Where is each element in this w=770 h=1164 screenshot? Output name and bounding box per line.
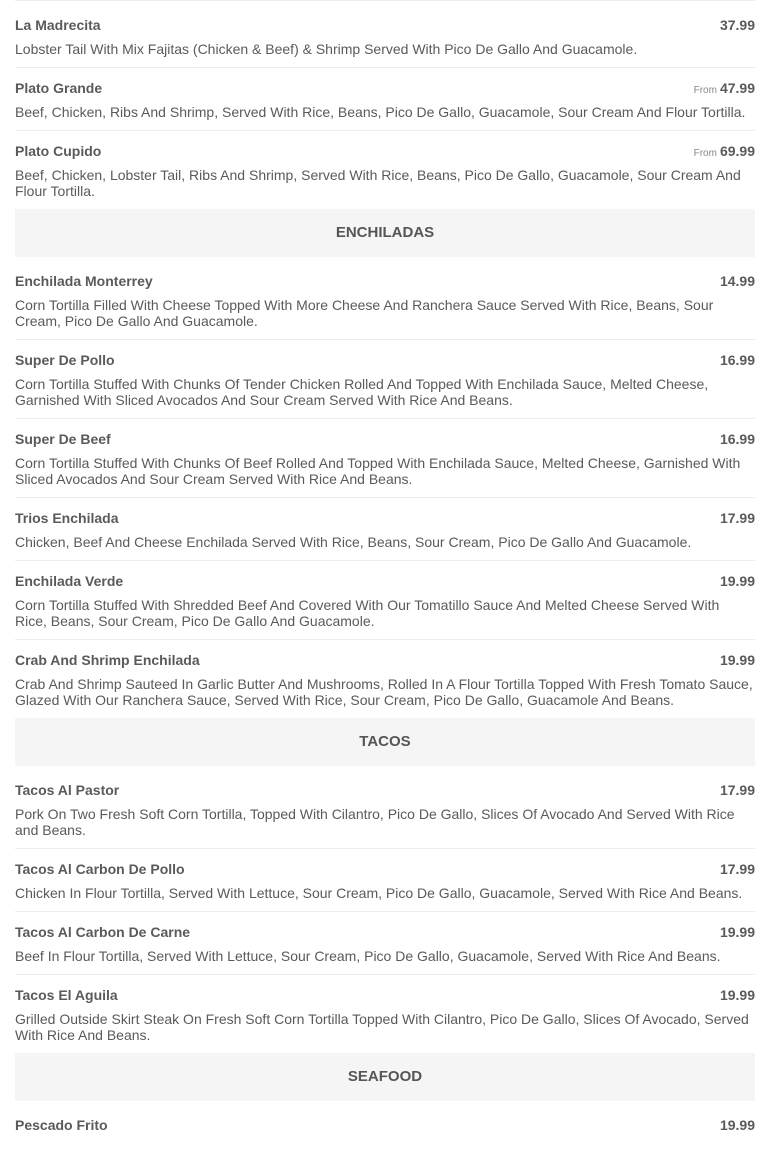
menu-item-name: Enchilada Monterrey [15,273,153,289]
menu-item-price [720,861,755,877]
price-value: 17.99 [719,861,755,877]
section-header-enchiladas: ENCHILADAS [15,209,755,257]
price-value: 16.99 [719,431,755,447]
menu-item-name: Tacos El Aguila [15,987,118,1003]
menu-item-price [720,987,755,1003]
price-value: 14.99 [719,273,755,289]
menu-item-price [720,652,755,668]
price-value: 19.99 [719,987,755,1003]
menu-item-description: Grilled Outside Skirt Steak On Fresh Soft Corn Tortilla Topped With Cilantro, Pico De Gallo, Slices Of Avocado, Served With Rice And Beans. [15,1011,749,1043]
menu-item-price [720,924,755,940]
menu-item-price [694,80,755,96]
menu-item-name: Trios Enchilada [15,510,119,526]
menu-item-price [720,1117,755,1133]
menu-list [15,0,755,1143]
menu-item-description: Crab And Shrimp Sauteed In Garlic Butter And Mushrooms, Rolled In A Flour Tortilla Topped With Fresh Tomato Sauce, Glazed With Our Ranchera Sauce, Served With Rice, Sour Cream, Pico De Gallo, Guacamole And Beans. [15,676,753,708]
price-value: 19.99 [719,1117,755,1133]
menu-item-price [720,352,755,368]
section-header-seafood: SEAFOOD [15,1053,755,1101]
menu-item-price [720,431,755,447]
menu-item-name: Enchilada Verde [15,573,124,589]
price-value: 17.99 [719,782,755,798]
price-from-label: From [693,148,717,159]
menu-item[interactable] [15,911,755,974]
menu-item-price [720,273,755,289]
menu-item-name: Tacos Al Carbon De Carne [15,924,191,940]
menu-item-description: Corn Tortilla Stuffed With Chunks Of Tender Chicken Rolled And Topped With Enchilada Sauce, Melted Cheese, Garnished With Sliced Avocados And Sour Cream Served With Rice And Beans. [15,376,709,408]
menu-item-price [694,143,755,159]
price-value: 19.99 [719,573,755,589]
menu-item[interactable] [15,67,755,130]
menu-item[interactable] [15,1101,755,1143]
menu-item-price [720,573,755,589]
menu-item[interactable] [15,1,755,67]
section-header-tacos: TACOS [15,718,755,766]
menu-item-price [720,510,755,526]
menu-item-name: Tacos Al Pastor [15,782,120,798]
menu-item-name: Pescado Frito [15,1117,108,1133]
menu-item[interactable] [15,339,755,418]
menu-item-description: Corn Tortilla Stuffed With Chunks Of Beef Rolled And Topped With Enchilada Sauce, Melted Cheese, Garnished With Sliced Avocados And Sour Cream Served With Rice And Beans. [15,455,741,487]
price-from-label: From [693,85,717,96]
menu-item-price [720,782,755,798]
menu-item[interactable] [15,974,755,1053]
price-value: 16.99 [719,352,755,368]
menu-item-name: Super De Pollo [15,352,115,368]
price-value: 19.99 [719,924,755,940]
menu-item-name: Super De Beef [15,431,111,447]
menu-item[interactable] [15,418,755,497]
menu-item[interactable] [15,497,755,560]
menu-item-description: Beef, Chicken, Lobster Tail, Ribs And Shrimp, Served With Rice, Beans, Pico De Gallo, Guacamole, Sour Cream And Flour Tortilla. [15,167,741,199]
menu-item-name: Crab And Shrimp Enchilada [15,652,200,668]
menu-item[interactable] [15,130,755,209]
menu-item[interactable] [15,560,755,639]
menu-item-name: Tacos Al Carbon De Pollo [15,861,185,877]
menu-item-description: Chicken, Beef And Cheese Enchilada Served With Rice, Beans, Sour Cream, Pico De Gallo And Guacamole. [15,534,692,550]
menu-item[interactable] [15,766,755,848]
menu-item-description: Corn Tortilla Filled With Cheese Topped With More Cheese And Ranchera Sauce Served With Rice, Beans, Sour Cream, Pico De Gallo And Guacamole. [15,297,714,329]
price-value: 69.99 [719,143,755,159]
price-value: 17.99 [719,510,755,526]
menu-item-description: Lobster Tail With Mix Fajitas (Chicken & Beef) & Shrimp Served With Pico De Gallo And Guacamole. [15,41,638,57]
menu-item-name: Plato Grande [15,80,103,96]
menu-item[interactable] [15,639,755,718]
price-value: 37.99 [719,17,755,33]
menu-item-name: Plato Cupido [15,143,102,159]
menu-item-description: Corn Tortilla Stuffed With Shredded Beef And Covered With Our Tomatillo Sauce And Melted Cheese Served With Rice, Beans, Sour Cream, Pico De Gallo And Guacamole. [15,597,720,629]
menu-item[interactable] [15,848,755,911]
menu-item-name: La Madrecita [15,17,101,33]
menu-item-description: Beef In Flour Tortilla, Served With Lettuce, Sour Cream, Pico De Gallo, Guacamole, Served With Rice And Beans. [15,948,721,964]
menu-item-description: Chicken In Flour Tortilla, Served With Lettuce, Sour Cream, Pico De Gallo, Guacamole, Served With Rice And Beans. [15,885,743,901]
menu-item-price [720,17,755,33]
menu-item-description: Beef, Chicken, Ribs And Shrimp, Served With Rice, Beans, Pico De Gallo, Guacamole, Sour Cream And Flour Tortilla. [15,104,746,120]
menu-item[interactable] [15,257,755,339]
price-value: 47.99 [719,80,755,96]
price-value: 19.99 [719,652,755,668]
menu-item-description: Pork On Two Fresh Soft Corn Tortilla, Topped With Cilantro, Pico De Gallo, Slices Of Avocado And Served With Rice and Beans. [15,806,735,838]
